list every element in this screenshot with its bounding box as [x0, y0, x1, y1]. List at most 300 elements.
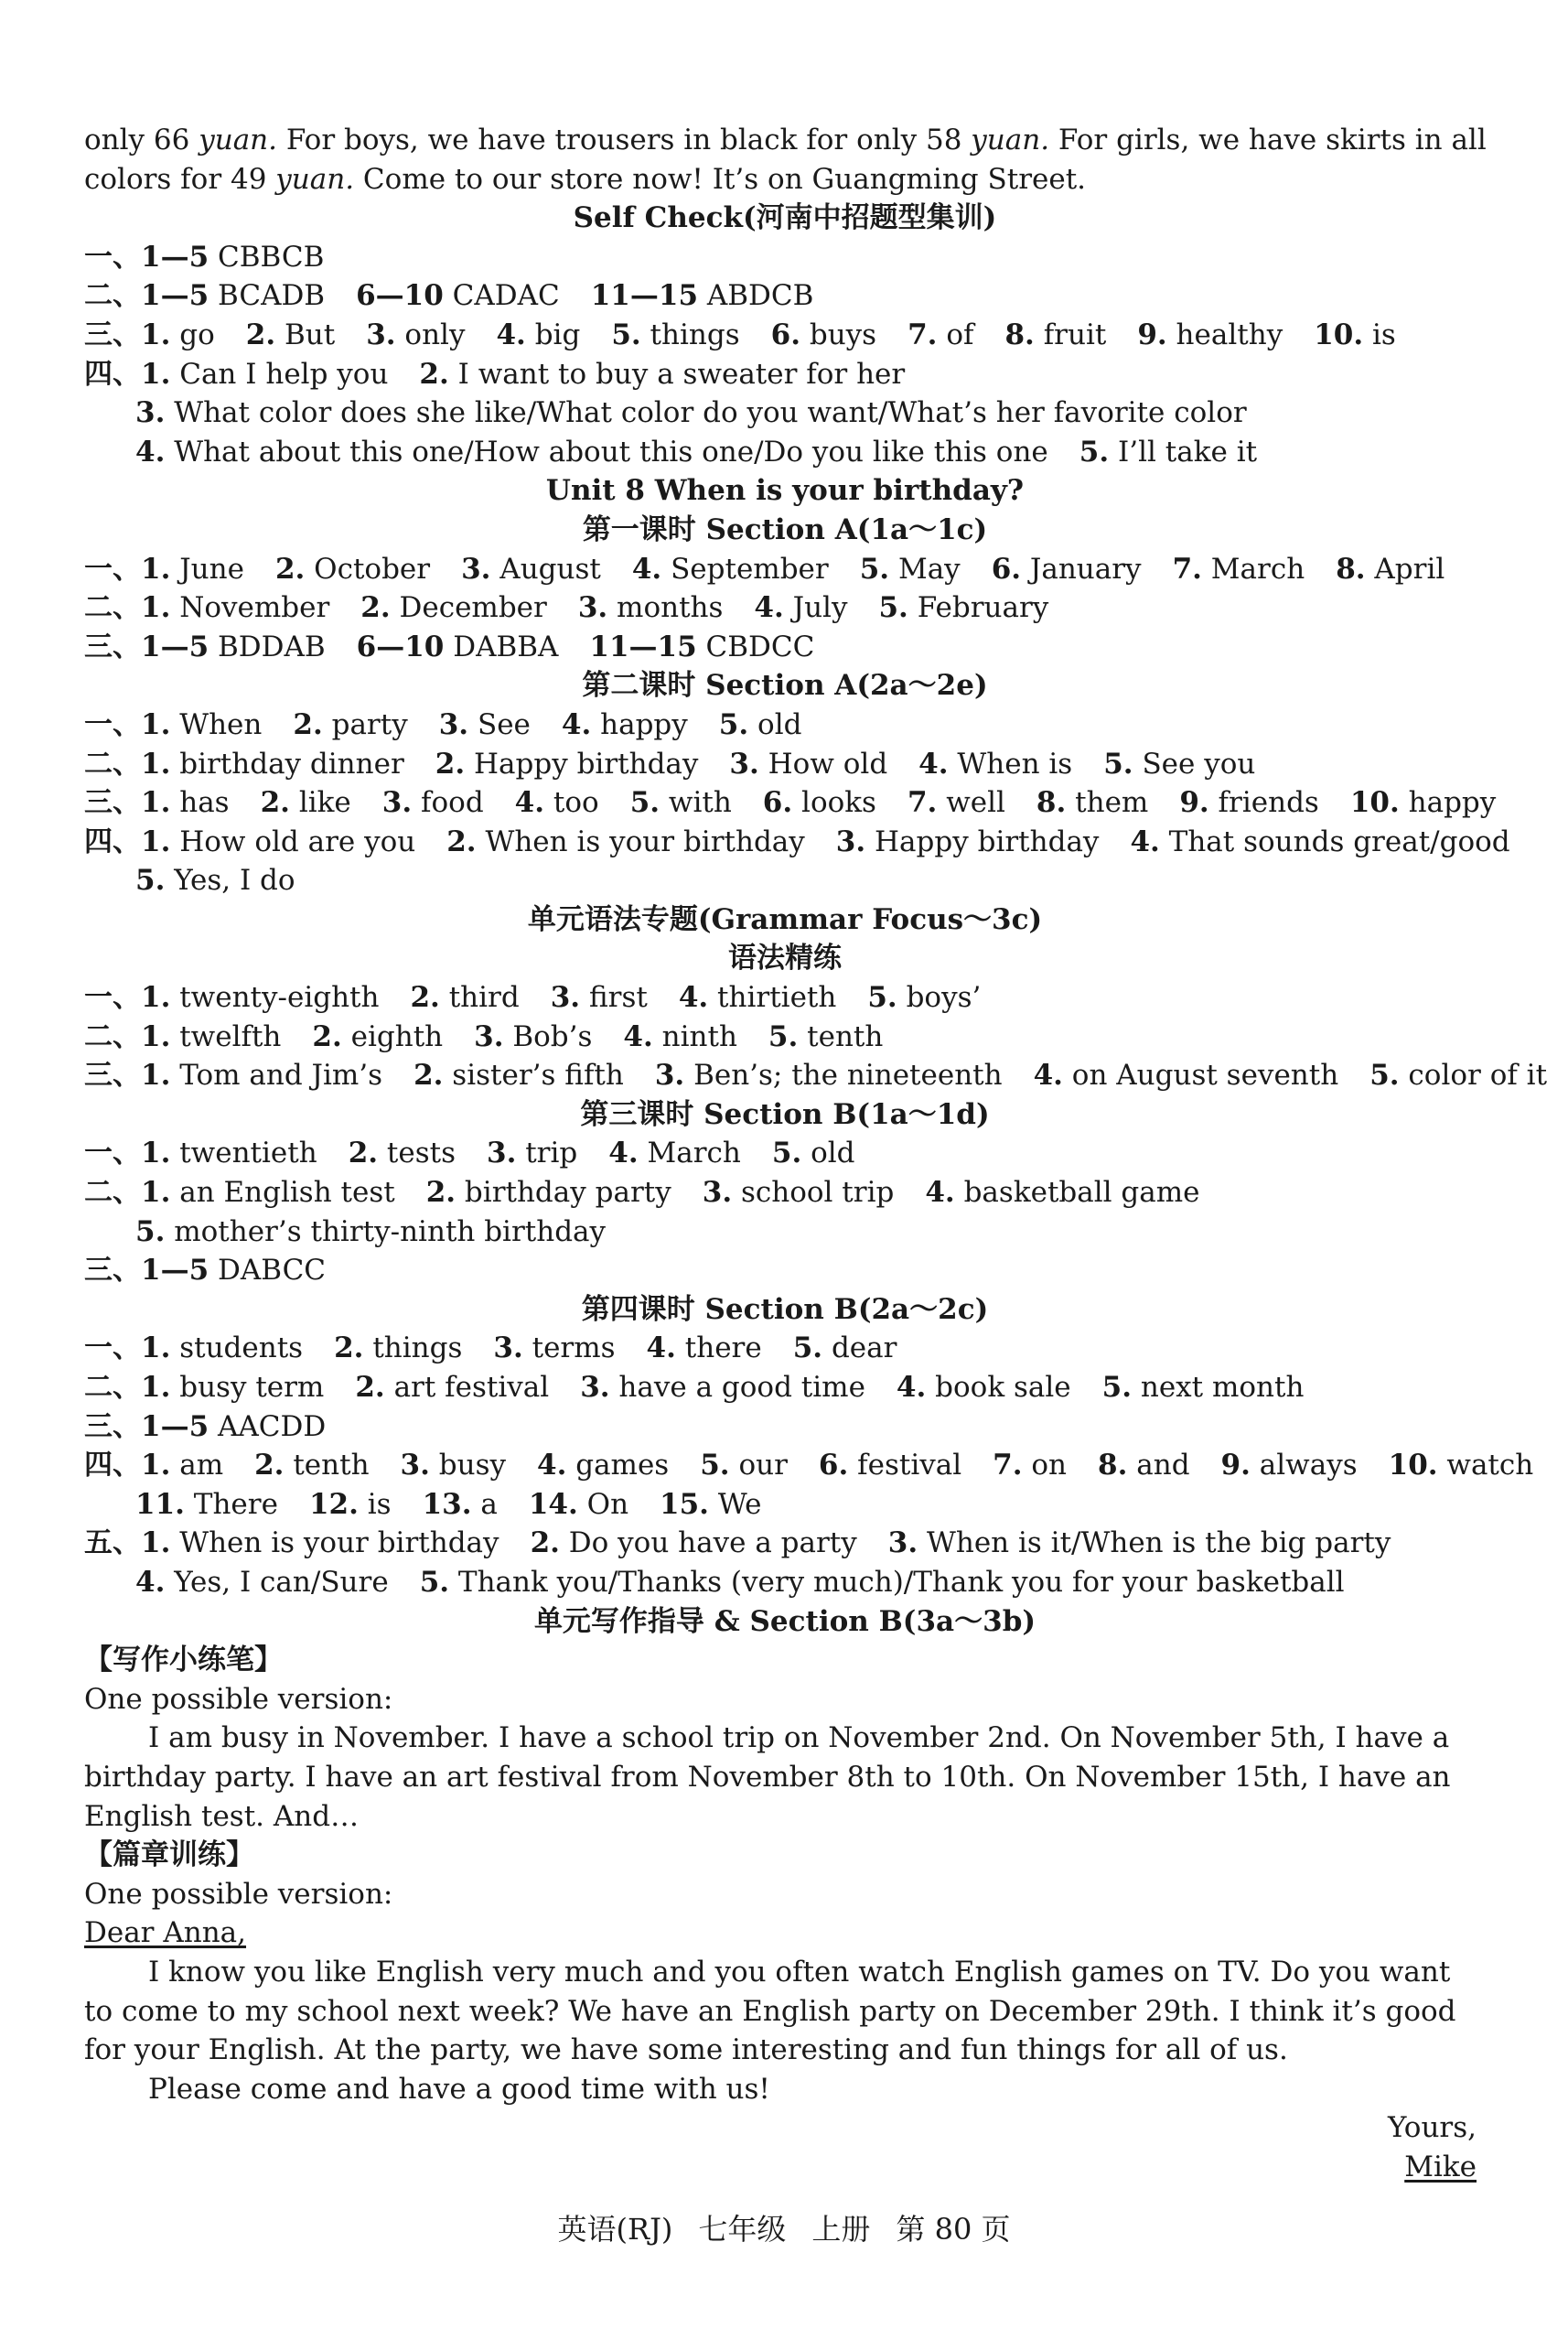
- answer-number: 2.: [312, 1019, 342, 1053]
- answer-number: 1.: [141, 318, 171, 351]
- answer-item: [141, 355, 388, 394]
- answer-number: 9.: [1220, 1449, 1251, 1482]
- answer-item: [729, 745, 887, 784]
- answer-item: [141, 1134, 317, 1173]
- answer-item: [897, 1368, 1071, 1407]
- footer-part: 第 80 页: [896, 2212, 1011, 2247]
- intro-text: colors for 49: [84, 162, 276, 196]
- answer-text: Yes, I can/Sure: [165, 1565, 389, 1599]
- answer-item: [908, 783, 1005, 823]
- answer-text: December: [390, 591, 547, 625]
- answer-text: color of it: [1399, 1059, 1548, 1093]
- answer-item: [647, 1329, 762, 1368]
- answer-text: November: [170, 591, 330, 625]
- answer-item: [135, 1485, 278, 1525]
- answer-number: 8.: [1098, 1449, 1128, 1482]
- answer-number: 7.: [993, 1449, 1023, 1482]
- answer-item: [768, 1018, 883, 1057]
- answer-text: I’ll take it: [1109, 435, 1258, 469]
- question-label: 三、: [84, 1409, 141, 1443]
- answer-item: [993, 1446, 1067, 1485]
- answer-item: [360, 588, 547, 628]
- answer-number: 6.: [770, 318, 800, 351]
- essay-paragraph: Please come and have a good time with us!: [148, 2072, 770, 2106]
- answer-number: 4.: [561, 707, 592, 741]
- question-label: 二、: [84, 1371, 141, 1404]
- answer-row-continued: [84, 433, 1486, 472]
- answer-text: trip: [516, 1137, 578, 1170]
- answer-number: 5.: [768, 1019, 799, 1053]
- answer-number: 1.: [141, 1059, 171, 1093]
- answer-text: See you: [1133, 747, 1256, 781]
- answer-item: [141, 316, 215, 355]
- answer-text: tests: [378, 1137, 456, 1170]
- answer-item: [401, 1446, 506, 1485]
- answer-item: [819, 1446, 961, 1485]
- answer-item: [135, 1213, 606, 1252]
- answer-row: [84, 1407, 1486, 1447]
- answer-item: [1079, 433, 1257, 472]
- italic-currency: yuan.: [971, 124, 1050, 156]
- answer-number: 5.: [611, 318, 641, 351]
- answer-row: [84, 588, 1486, 628]
- answer-item: [141, 823, 415, 862]
- answer-text: is: [1363, 318, 1396, 351]
- answer-number: 2.: [435, 747, 466, 781]
- answer-item: [608, 1134, 741, 1173]
- answer-text: Tom and Jim’s: [170, 1059, 383, 1093]
- answer-number: 4.: [537, 1449, 567, 1482]
- answer-text: and: [1127, 1449, 1190, 1482]
- answer-number: 4.: [135, 435, 166, 469]
- answer-number: 3.: [702, 1176, 733, 1210]
- answer-number: 4.: [754, 591, 784, 625]
- answer-text: What about this one/How about this one/Do you like this one: [165, 435, 1048, 469]
- question-label: 三、: [84, 786, 141, 820]
- answer-number: 11—15: [589, 630, 697, 663]
- answer-row: [84, 1056, 1548, 1095]
- answer-text: twelfth: [170, 1019, 282, 1053]
- answer-text: When is it/When is the big party: [918, 1526, 1391, 1560]
- answer-number: 12.: [308, 1487, 359, 1521]
- question-label: 五、: [84, 1526, 141, 1560]
- answer-number: 13.: [422, 1487, 472, 1521]
- answer-text: has: [170, 786, 230, 820]
- intro-text: For girls, we have skirts in all: [1049, 124, 1487, 156]
- answer-text: book sale: [926, 1371, 1071, 1404]
- answer-text: go: [170, 318, 215, 351]
- answer-number: 4.: [678, 981, 709, 1015]
- answer-row: [84, 550, 1486, 589]
- intro-text: For boys, we have trousers in black for only 58: [277, 124, 972, 156]
- question-label: 一、: [84, 552, 141, 586]
- answer-item: [141, 706, 262, 745]
- answer-text: May: [889, 552, 961, 586]
- answer-item: [860, 550, 961, 589]
- answer-text: Can I help you: [170, 357, 389, 391]
- essay-paragraph: I know you like English very much and you often watch English games on TV. Do you want to come to my school next week? We have an English party on December 29th. I think it’s good for your English. At the party, we have some interesting and fun things for all of us.: [84, 1955, 1456, 2067]
- section-heading: Self Check(河南中招题型集训): [573, 201, 997, 235]
- answer-number: 3.: [550, 981, 581, 1015]
- answer-row: [84, 276, 1486, 316]
- answer-item: [925, 1173, 1199, 1213]
- answer-text: birthday dinner: [170, 747, 404, 781]
- answer-text: friends: [1208, 786, 1319, 820]
- answer-text: mother’s thirty-ninth birthday: [165, 1214, 607, 1248]
- answer-item: [355, 1368, 549, 1407]
- answer-number: 1.: [141, 786, 171, 820]
- answer-number: 1.: [141, 707, 171, 741]
- italic-currency: yuan.: [275, 162, 355, 196]
- answer-number: 4.: [1033, 1059, 1063, 1093]
- answer-number: 2.: [446, 825, 477, 858]
- answer-number: 5.: [700, 1449, 730, 1482]
- question-label: 二、: [84, 591, 141, 625]
- letter-greeting: [84, 1913, 1486, 1953]
- answer-item: [261, 783, 351, 823]
- answer-item: [141, 1018, 281, 1057]
- answer-item: [1369, 1056, 1547, 1095]
- answer-row: [84, 823, 1510, 862]
- answer-text: am: [170, 1449, 224, 1482]
- answer-text: first: [580, 981, 648, 1015]
- answer-text: See: [468, 707, 531, 741]
- answer-number: 10.: [1349, 786, 1400, 820]
- answer-text: August: [490, 552, 601, 586]
- answer-number: 10.: [1314, 318, 1364, 351]
- answer-item: [1221, 1446, 1358, 1485]
- answer-text: March: [1201, 552, 1305, 586]
- answer-number: 3.: [577, 591, 608, 625]
- answer-row: [84, 355, 1486, 394]
- answer-text: BCADB: [209, 279, 326, 313]
- answer-text: How old are you: [170, 825, 416, 858]
- answer-item: [141, 1056, 382, 1095]
- intro-text: Come to our store now! It’s on Guangming Street.: [354, 162, 1087, 196]
- answer-text: buys: [800, 318, 877, 351]
- answer-number: 2.: [293, 707, 323, 741]
- answer-item: [496, 316, 580, 355]
- answer-number: 5.: [419, 1565, 450, 1599]
- answer-text: things: [363, 1331, 463, 1365]
- answer-item: [410, 978, 519, 1018]
- answer-number: 2.: [260, 786, 290, 820]
- answer-number: 1.: [141, 1331, 171, 1365]
- answer-text: busy: [429, 1449, 506, 1482]
- answer-number: 1—5: [141, 1409, 209, 1443]
- answer-row-continued: [84, 1485, 1486, 1525]
- answer-item: [357, 628, 559, 667]
- answer-number: 3.: [135, 396, 166, 430]
- answer-item: [382, 783, 484, 823]
- answer-text: eighth: [341, 1019, 444, 1053]
- answer-text: students: [170, 1331, 304, 1365]
- answer-text: tenth: [284, 1449, 370, 1482]
- intro-line-2: [84, 160, 1486, 199]
- answer-number: 5.: [629, 786, 660, 820]
- answer-number: 3.: [400, 1449, 430, 1482]
- answer-item: [754, 588, 847, 628]
- answer-text: healthy: [1166, 318, 1283, 351]
- answer-row: [84, 1446, 1534, 1485]
- answer-item: [529, 1485, 628, 1525]
- answer-item: [630, 783, 732, 823]
- answer-row: [84, 1134, 1486, 1173]
- question-label: 一、: [84, 1137, 141, 1170]
- page-footer: [0, 2210, 1568, 2249]
- answer-row: [84, 1173, 1486, 1213]
- answer-row: [84, 1368, 1486, 1407]
- essay-paragraph: I am busy in November. I have a school trip on November 2nd. On November 5th, I have a birthday party. I have an art festival from November 8th to 10th. On November 15th, I have an English test. And…: [84, 1721, 1451, 1833]
- answer-item: [141, 783, 230, 823]
- answer-row: [84, 316, 1486, 355]
- answer-number: 4.: [918, 747, 949, 781]
- answer-text: art festival: [384, 1371, 550, 1404]
- answer-item: [1137, 316, 1283, 355]
- section-heading: 第一课时 Section A(1a～1c): [582, 512, 988, 546]
- answer-text: That sounds great/good: [1159, 825, 1510, 858]
- answer-text: them: [1066, 786, 1149, 820]
- answer-text: happy: [591, 707, 688, 741]
- answer-item: [246, 316, 335, 355]
- answer-row: [84, 978, 1486, 1018]
- answer-number: 5.: [792, 1331, 823, 1365]
- answer-item: [254, 1446, 369, 1485]
- answer-number: 4.: [925, 1176, 955, 1210]
- answer-item: [660, 1485, 761, 1525]
- answer-item: [349, 1134, 456, 1173]
- answer-item: [1389, 1446, 1534, 1485]
- answer-text: When is your birthday: [476, 825, 805, 858]
- answer-item: [700, 1446, 788, 1485]
- answer-item: [493, 1329, 615, 1368]
- answer-item: [679, 978, 837, 1018]
- answer-number: 6.: [762, 786, 793, 820]
- answer-item: [413, 1056, 624, 1095]
- answer-row-continued: [84, 1563, 1486, 1602]
- answer-number: 4.: [896, 1371, 927, 1404]
- answer-number: 5.: [718, 707, 749, 741]
- answer-text: January: [1021, 552, 1142, 586]
- answer-text: there: [675, 1331, 762, 1365]
- answer-number: 1—5: [141, 630, 209, 663]
- answer-item: [992, 550, 1142, 589]
- answer-number: 2.: [530, 1526, 560, 1560]
- answer-item: [141, 238, 324, 277]
- answer-item: [537, 1446, 669, 1485]
- answer-item: [551, 978, 648, 1018]
- answer-number: 1.: [141, 1371, 171, 1404]
- answer-text: dear: [822, 1331, 897, 1365]
- answer-number: 1.: [141, 1019, 171, 1053]
- answer-number: 4.: [623, 1019, 653, 1053]
- section-heading: 第三课时 Section B(1a～1d): [580, 1097, 990, 1131]
- section-heading: 第二课时 Section A(2a～2e): [582, 669, 988, 703]
- answer-text: boys’: [897, 981, 982, 1015]
- answer-text: next month: [1132, 1371, 1305, 1404]
- answer-number: 5.: [1101, 1371, 1132, 1404]
- answer-item: [1004, 316, 1106, 355]
- answer-text: AACDD: [209, 1409, 327, 1443]
- answer-text: October: [305, 552, 431, 586]
- answer-item: [141, 978, 379, 1018]
- answer-text: our: [729, 1449, 788, 1482]
- answer-number: 4.: [496, 318, 526, 351]
- answer-number: 3.: [461, 552, 491, 586]
- section-heading: 语法精练: [728, 942, 842, 975]
- answer-text: Do you have a party: [559, 1526, 857, 1560]
- answer-item: [366, 316, 465, 355]
- answer-text: looks: [792, 786, 876, 820]
- answer-text: March: [638, 1137, 741, 1170]
- answer-item: [141, 276, 325, 316]
- answer-number: 3.: [381, 786, 413, 820]
- answer-number: 1—5: [141, 1254, 209, 1288]
- answer-item: [1034, 1056, 1339, 1095]
- answer-item: [135, 861, 295, 900]
- answer-item: [772, 1134, 855, 1173]
- answer-number: 1—5: [141, 279, 209, 313]
- answer-item: [1336, 550, 1444, 589]
- answer-item: [867, 978, 981, 1018]
- answer-number: 6—10: [356, 279, 444, 313]
- answer-text: CBBCB: [209, 240, 325, 274]
- answer-item: [141, 550, 244, 589]
- signature-text: Mike: [1404, 2150, 1477, 2183]
- answer-text: like: [289, 786, 351, 820]
- answer-item: [531, 1524, 857, 1563]
- answer-number: 8.: [1336, 552, 1366, 586]
- answer-item: [312, 1018, 443, 1057]
- answer-number: 1.: [141, 552, 171, 586]
- answer-text: Thank you/Thanks (very much)/Thank you for your basketball: [449, 1565, 1345, 1599]
- answer-number: 4.: [646, 1331, 676, 1365]
- answer-number: 3.: [487, 1137, 517, 1170]
- question-label: 一、: [84, 240, 141, 274]
- answer-text: When is your birthday: [170, 1526, 499, 1560]
- answer-text: But: [275, 318, 336, 351]
- answer-text: When is: [948, 747, 1073, 781]
- section-heading: Unit 8 When is your birthday?: [545, 474, 1025, 508]
- answer-item: [309, 1485, 392, 1525]
- answer-item: [1173, 550, 1305, 589]
- answer-text: Ben’s; the nineteenth: [684, 1059, 1003, 1093]
- answer-number: 3.: [580, 1371, 610, 1404]
- answer-number: 7.: [907, 786, 938, 820]
- answer-item: [135, 393, 1247, 433]
- section-heading: 单元写作指导 & Section B(3a～3b): [533, 1604, 1036, 1638]
- answer-number: 3.: [493, 1331, 523, 1365]
- answer-text: Bob’s: [503, 1019, 593, 1053]
- answer-item: [141, 1446, 223, 1485]
- answer-number: 2.: [245, 318, 276, 351]
- question-label: 一、: [84, 981, 141, 1015]
- answer-text: There: [184, 1487, 278, 1521]
- italic-currency: yuan.: [199, 124, 277, 156]
- answer-item: [356, 276, 560, 316]
- answer-text: When: [170, 707, 263, 741]
- section-heading: 第四课时 Section B(2a～2c): [581, 1292, 989, 1326]
- answer-item: [135, 433, 1048, 472]
- answer-number: 5.: [1369, 1059, 1400, 1093]
- answer-number: 11—15: [590, 279, 699, 313]
- answer-number: 3.: [366, 318, 396, 351]
- question-label: 四、: [84, 1449, 141, 1482]
- answer-text: ninth: [652, 1019, 737, 1053]
- answer-number: 7.: [908, 318, 938, 351]
- answer-number: 2.: [254, 1449, 285, 1482]
- question-label: 一、: [84, 1331, 141, 1365]
- answer-number: 7.: [1172, 552, 1202, 586]
- answer-item: [719, 706, 802, 745]
- answer-text: festival: [848, 1449, 962, 1482]
- answer-item: [1036, 783, 1148, 823]
- letter-signature: [84, 2148, 1486, 2187]
- answer-item: [141, 1524, 499, 1563]
- answer-item: [580, 1368, 865, 1407]
- answer-content: [84, 199, 1548, 2186]
- answer-item: [423, 1485, 498, 1525]
- answer-number: 5.: [859, 552, 890, 586]
- answer-row-continued: [84, 1213, 1486, 1252]
- answer-item: [888, 1524, 1391, 1563]
- question-label: 三、: [84, 1254, 141, 1288]
- answer-item: [703, 1173, 895, 1213]
- answer-text: always: [1250, 1449, 1358, 1482]
- answer-number: 3.: [654, 1059, 685, 1093]
- intro-line-1: [84, 121, 1486, 160]
- answer-number: 2.: [355, 1371, 385, 1404]
- answer-number: 1.: [141, 1137, 171, 1170]
- answer-item: [1098, 1446, 1190, 1485]
- answer-item: [623, 1018, 737, 1057]
- answer-item: [141, 1329, 303, 1368]
- question-label: 二、: [84, 1019, 141, 1053]
- answer-number: 1.: [141, 747, 171, 781]
- answer-item: [487, 1134, 577, 1173]
- answer-text: basketball game: [954, 1176, 1200, 1210]
- answer-item: [141, 588, 329, 628]
- answer-item: [878, 588, 1048, 628]
- answer-text: party: [322, 707, 408, 741]
- answer-text: well: [937, 786, 1005, 820]
- answer-number: 1.: [141, 825, 171, 858]
- answer-text: things: [640, 318, 740, 351]
- answer-item: [141, 1407, 326, 1447]
- answer-text: too: [544, 786, 599, 820]
- answer-number: 1.: [141, 357, 171, 391]
- answer-item: [1350, 783, 1496, 823]
- answer-text: April: [1365, 552, 1445, 586]
- answer-text: a: [471, 1487, 498, 1521]
- answer-row: [84, 238, 1486, 277]
- answer-item: [918, 745, 1072, 784]
- question-label: 二、: [84, 747, 141, 781]
- answer-number: 5.: [878, 591, 908, 625]
- writing-label: 【写作小练笔】: [84, 1644, 283, 1677]
- answer-row-continued: [84, 861, 1486, 900]
- answer-number: 4.: [514, 786, 545, 820]
- answer-text: of: [937, 318, 974, 351]
- footer-part: 英语(RJ): [557, 2212, 673, 2247]
- answer-text: February: [908, 591, 1049, 625]
- answer-item: [763, 783, 876, 823]
- answer-number: 1.: [141, 1526, 171, 1560]
- answer-item: [515, 783, 599, 823]
- answer-number: 5.: [135, 1214, 166, 1248]
- answer-text: third: [439, 981, 520, 1015]
- greeting-text: Dear Anna,: [84, 1916, 247, 1950]
